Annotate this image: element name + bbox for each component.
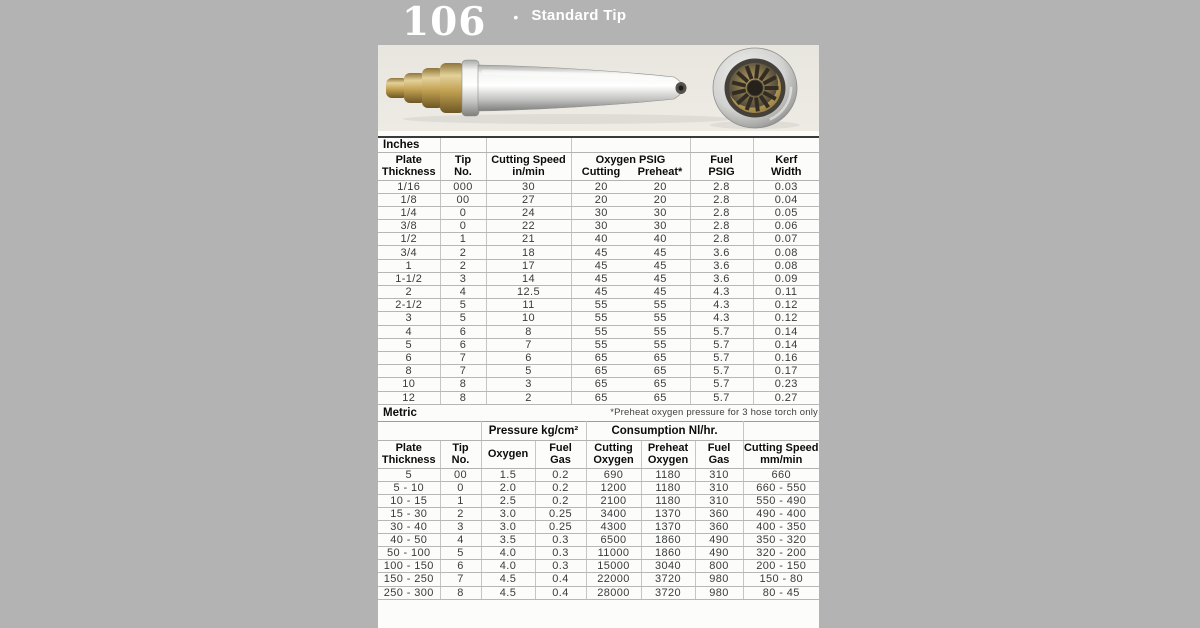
spacer-cell [378, 421, 481, 440]
inches-section-label: Inches [378, 137, 440, 152]
cell: 0.23 [753, 378, 819, 391]
cell: 0.2 [535, 468, 586, 481]
metric-group-row [378, 421, 819, 440]
cell: 27 [486, 193, 571, 206]
cell: 3400 [586, 507, 641, 520]
metric-table [378, 421, 819, 600]
cell: 8 [440, 378, 486, 391]
cell: 0.3 [535, 547, 586, 560]
table-row [378, 325, 819, 338]
cell: 3.0 [481, 507, 535, 520]
cell: 690 [586, 468, 641, 481]
cell: 0.2 [535, 481, 586, 494]
table-row [378, 312, 819, 325]
cell: 3 [486, 378, 571, 391]
header-line: Plate [395, 153, 422, 166]
table-row [378, 220, 819, 233]
cell: 55 [571, 325, 631, 338]
table-row [378, 521, 819, 534]
cell: 980 [695, 586, 743, 599]
spacer-cell [743, 421, 819, 440]
cell: 4.3 [690, 299, 753, 312]
cell: 80 - 45 [743, 586, 819, 599]
cell: 0.3 [535, 560, 586, 573]
cell: 3.6 [690, 259, 753, 272]
header-line: in/min [512, 166, 545, 178]
cell: 6500 [586, 534, 641, 547]
cell: 0.09 [753, 272, 819, 285]
cell: 0.3 [535, 534, 586, 547]
cell: 55 [631, 338, 690, 351]
cell: 0.05 [753, 206, 819, 219]
table-row [378, 378, 819, 391]
header-line: Tip [452, 441, 469, 454]
cell: 65 [571, 365, 631, 378]
table-row [378, 586, 819, 599]
spacer-cell [571, 137, 690, 152]
cell: 4.3 [690, 312, 753, 325]
cell: 0.11 [753, 286, 819, 299]
cell: 7 [440, 573, 481, 586]
cell: 4 [440, 286, 486, 299]
cell: 2-1/2 [378, 299, 440, 312]
col-header-kerf-width [753, 152, 819, 180]
table-row [378, 507, 819, 520]
subheader-cutting: Cutting [581, 166, 621, 178]
cell: 0 [440, 481, 481, 494]
header-line: Cutting Speed [491, 153, 566, 166]
cell: 0.12 [753, 299, 819, 312]
col-header-cutting-speed [486, 152, 571, 180]
cell: 2.8 [690, 180, 753, 193]
cell: 00 [440, 468, 481, 481]
cell: 55 [571, 338, 631, 351]
cell: 800 [695, 560, 743, 573]
cell: 8 [486, 325, 571, 338]
table-row [378, 468, 819, 481]
cell: 30 [486, 180, 571, 193]
cell: 6 [378, 351, 440, 364]
header-line: Tip [454, 153, 472, 166]
cell: 65 [631, 365, 690, 378]
header-line: Gas [550, 454, 571, 467]
cell: 4 [440, 534, 481, 547]
header-line: mm/min [760, 454, 803, 467]
cell: 0.14 [753, 325, 819, 338]
header-line: Fuel [710, 153, 733, 166]
cell: 5 [440, 312, 486, 325]
cell: 0 [440, 206, 486, 219]
cell: 1/4 [378, 206, 440, 219]
cell: 15000 [586, 560, 641, 573]
cell: 4 [378, 325, 440, 338]
cutting-tip-illustration [378, 45, 819, 131]
table-row [378, 246, 819, 259]
cell: 3/8 [378, 220, 440, 233]
cell: 3 [440, 521, 481, 534]
cell: 11 [486, 299, 571, 312]
cell: 10 [486, 312, 571, 325]
cell: 45 [571, 272, 631, 285]
cell: 2.8 [690, 206, 753, 219]
cell: 4.0 [481, 547, 535, 560]
cell: 0.16 [753, 351, 819, 364]
cell: 3 [378, 312, 440, 325]
header-line: Width [771, 166, 802, 178]
cell: 20 [631, 193, 690, 206]
header-line: Oxygen [647, 454, 689, 467]
cell: 14 [486, 272, 571, 285]
cell: 00 [440, 193, 486, 206]
spacer-cell [440, 137, 486, 152]
cell: 55 [571, 299, 631, 312]
inches-table [378, 136, 819, 405]
header-line: Cutting [594, 441, 633, 454]
cell: 200 - 150 [743, 560, 819, 573]
cell: 1.5 [481, 468, 535, 481]
cell: 45 [571, 259, 631, 272]
cell: 3040 [641, 560, 695, 573]
cell: 400 - 350 [743, 521, 819, 534]
header-line: PSIG [708, 166, 735, 178]
cell: 45 [631, 259, 690, 272]
cell: 8 [378, 365, 440, 378]
cell: 0.12 [753, 312, 819, 325]
cell: 660 [743, 468, 819, 481]
table-row [378, 351, 819, 364]
cell: 3.5 [481, 534, 535, 547]
cell: 30 [631, 220, 690, 233]
cell: 40 [571, 233, 631, 246]
cell: 4.5 [481, 586, 535, 599]
cell: 30 [571, 206, 631, 219]
header-line: No. [454, 166, 472, 178]
cell: 2.8 [690, 220, 753, 233]
col-header-oxygen: Oxygen [481, 440, 535, 468]
cell: 15 - 30 [378, 507, 440, 520]
cell: 1 [378, 259, 440, 272]
cell: 2.8 [690, 233, 753, 246]
cell: 0.14 [753, 338, 819, 351]
cell: 45 [571, 246, 631, 259]
cell: 0.4 [535, 586, 586, 599]
cell: 24 [486, 206, 571, 219]
table-row [378, 286, 819, 299]
cell: 150 - 250 [378, 573, 440, 586]
cell: 6 [440, 560, 481, 573]
header-line: Oxygen [593, 454, 634, 467]
cell: 2100 [586, 494, 641, 507]
cell: 1860 [641, 534, 695, 547]
cell: 21 [486, 233, 571, 246]
cell: 250 - 300 [378, 586, 440, 599]
cell: 12.5 [486, 286, 571, 299]
col-header-oxygen-psig [571, 152, 690, 180]
cell: 5.7 [690, 365, 753, 378]
cell: 4.5 [481, 573, 535, 586]
cell: 2 [440, 246, 486, 259]
cell: 45 [571, 286, 631, 299]
cell: 10 [378, 378, 440, 391]
cell: 2.8 [690, 193, 753, 206]
col-header-cutting-speed [743, 440, 819, 468]
table-row [378, 259, 819, 272]
table-row [378, 547, 819, 560]
cell: 17 [486, 259, 571, 272]
cell: 1860 [641, 547, 695, 560]
cell: 1/8 [378, 193, 440, 206]
cell: 0.25 [535, 521, 586, 534]
header-line: Plate [395, 441, 422, 454]
cell: 8 [440, 586, 481, 599]
table-row [378, 534, 819, 547]
cell: 3720 [641, 586, 695, 599]
cell: 0.25 [535, 507, 586, 520]
inches-header-row [378, 152, 819, 180]
cell: 360 [695, 521, 743, 534]
cell: 0.04 [753, 193, 819, 206]
cell: 490 [695, 534, 743, 547]
cell: 65 [571, 391, 631, 404]
cell: 30 [631, 206, 690, 219]
cell: 6 [440, 325, 486, 338]
cell: 150 - 80 [743, 573, 819, 586]
cell: 30 - 40 [378, 521, 440, 534]
cell: 2.5 [481, 494, 535, 507]
cell: 4.0 [481, 560, 535, 573]
cell: 5 - 10 [378, 481, 440, 494]
col-header-fuel-gas [535, 440, 586, 468]
cell: 45 [631, 246, 690, 259]
cell: 3 [440, 272, 486, 285]
cell: 11000 [586, 547, 641, 560]
cell: 310 [695, 468, 743, 481]
cell: 18 [486, 246, 571, 259]
cell: 65 [571, 378, 631, 391]
col-header-fuel-psig [690, 152, 753, 180]
cell: 1180 [641, 494, 695, 507]
cell: 5.7 [690, 378, 753, 391]
cell: 1/2 [378, 233, 440, 246]
tip-shadow [403, 114, 733, 124]
tip-face-view-image [713, 48, 797, 128]
col-header-plate-thickness [378, 152, 440, 180]
center-bore [747, 80, 763, 96]
cell: 0 [440, 220, 486, 233]
bullet-icon: • [513, 9, 519, 25]
cell: 0.03 [753, 180, 819, 193]
header-line: No. [451, 454, 470, 467]
cell: 490 - 400 [743, 507, 819, 520]
col-header-plate-thickness [378, 440, 440, 468]
cell: 55 [631, 325, 690, 338]
table-row [378, 272, 819, 285]
cell: 1 [440, 494, 481, 507]
header-line: Cutting Speed [743, 441, 819, 454]
cell: 45 [631, 286, 690, 299]
cell: 1370 [641, 521, 695, 534]
cell: 0.4 [535, 573, 586, 586]
cell: 5.7 [690, 338, 753, 351]
cell: 350 - 320 [743, 534, 819, 547]
table-row [378, 180, 819, 193]
cell: 6 [486, 351, 571, 364]
cell: 22 [486, 220, 571, 233]
metric-section-label: Metric [383, 406, 417, 419]
cell: 7 [440, 365, 486, 378]
cell: 5 [378, 468, 440, 481]
col-header-cutting-oxygen [586, 440, 641, 468]
subheader-preheat: Preheat* [637, 166, 683, 178]
cell: 1180 [641, 468, 695, 481]
cell: 0.17 [753, 365, 819, 378]
cell: 2 [440, 507, 481, 520]
metric-header-row [378, 440, 819, 468]
cell: 1/16 [378, 180, 440, 193]
col-header-preheat-oxygen [641, 440, 695, 468]
table-row [378, 494, 819, 507]
table-row [378, 206, 819, 219]
cell: 28000 [586, 586, 641, 599]
spacer-cell [486, 137, 571, 152]
cell: 2.0 [481, 481, 535, 494]
cell: 1-1/2 [378, 272, 440, 285]
header-line: Oxygen PSIG [595, 153, 666, 166]
cell: 0.08 [753, 246, 819, 259]
tip-model-number: 106 [402, 0, 487, 45]
cell: 65 [631, 391, 690, 404]
header-line: Kerf [775, 153, 798, 166]
cell: 10 - 15 [378, 494, 440, 507]
table-row [378, 573, 819, 586]
cell: 660 - 550 [743, 481, 819, 494]
cell: 550 - 490 [743, 494, 819, 507]
table-row [378, 193, 819, 206]
header-line: Gas [708, 454, 730, 467]
cell: 0.07 [753, 233, 819, 246]
cell: 0.08 [753, 259, 819, 272]
cell: 1370 [641, 507, 695, 520]
cell: 5 [440, 299, 486, 312]
cell: 3.0 [481, 521, 535, 534]
tip-side-view-image [386, 60, 687, 116]
cell: 22000 [586, 573, 641, 586]
cell: 5 [378, 338, 440, 351]
cell: 20 [571, 180, 631, 193]
header-line: Preheat [647, 441, 689, 454]
cell: 4300 [586, 521, 641, 534]
cell: 0.06 [753, 220, 819, 233]
table-row [378, 560, 819, 573]
table-row [378, 233, 819, 246]
cell: 20 [571, 193, 631, 206]
header-line: Fuel [549, 441, 572, 454]
cell: 7 [440, 351, 486, 364]
cell: 310 [695, 481, 743, 494]
cutting-tip-photo [378, 45, 819, 131]
cell: 5.7 [690, 325, 753, 338]
oxygen-subheaders [572, 166, 690, 179]
header-line: Fuel [707, 441, 731, 454]
spacer-cell [753, 137, 819, 152]
col-header-tip-no [440, 440, 481, 468]
table-row [378, 338, 819, 351]
cell: 2 [440, 259, 486, 272]
page-header [402, 0, 626, 45]
cell: 0.2 [535, 494, 586, 507]
cell: 0.27 [753, 391, 819, 404]
spacer-cell [690, 137, 753, 152]
cell: 3720 [641, 573, 695, 586]
cell: 55 [631, 312, 690, 325]
group-header-pressure: Pressure kg/cm² [481, 421, 586, 440]
cell: 1180 [641, 481, 695, 494]
cell: 5.7 [690, 391, 753, 404]
cell: 65 [631, 378, 690, 391]
cell: 320 - 200 [743, 547, 819, 560]
cell: 490 [695, 547, 743, 560]
header-line: Thickness [381, 454, 436, 467]
cell: 20 [631, 180, 690, 193]
cell: 310 [695, 494, 743, 507]
cell: 40 - 50 [378, 534, 440, 547]
header-line: Thickness [381, 166, 436, 178]
table-row [378, 365, 819, 378]
cell: 8 [440, 391, 486, 404]
cell: 3.6 [690, 272, 753, 285]
cell: 5 [486, 365, 571, 378]
preheat-footnote: *Preheat oxygen pressure for 3 hose torch only [610, 407, 818, 419]
cell: 7 [486, 338, 571, 351]
table-row [378, 481, 819, 494]
inches-section-row [378, 137, 819, 152]
cell: 3/4 [378, 246, 440, 259]
group-header-consumption: Consumption Nl/hr. [586, 421, 743, 440]
cell: 2 [486, 391, 571, 404]
cell: 65 [631, 351, 690, 364]
tip-type-label: Standard Tip [531, 7, 627, 24]
cell: 000 [440, 180, 486, 193]
table-row [378, 391, 819, 404]
cell: 3.6 [690, 246, 753, 259]
metric-band [378, 405, 819, 421]
cell: 100 - 150 [378, 560, 440, 573]
cell: 12 [378, 391, 440, 404]
cell: 5 [440, 547, 481, 560]
table-row [378, 299, 819, 312]
cell: 55 [631, 299, 690, 312]
cell: 30 [571, 220, 631, 233]
col-header-fuel-gas-consumption [695, 440, 743, 468]
col-header-tip-no [440, 152, 486, 180]
cell: 1200 [586, 481, 641, 494]
cell: 980 [695, 573, 743, 586]
cell: 50 - 100 [378, 547, 440, 560]
cell: 1 [440, 233, 486, 246]
cell: 40 [631, 233, 690, 246]
cell: 4.3 [690, 286, 753, 299]
cell: 2 [378, 286, 440, 299]
cell: 6 [440, 338, 486, 351]
data-sheet [378, 131, 819, 628]
cell: 45 [631, 272, 690, 285]
cell: 55 [571, 312, 631, 325]
cell: 65 [571, 351, 631, 364]
cell: 5.7 [690, 351, 753, 364]
cell: 360 [695, 507, 743, 520]
